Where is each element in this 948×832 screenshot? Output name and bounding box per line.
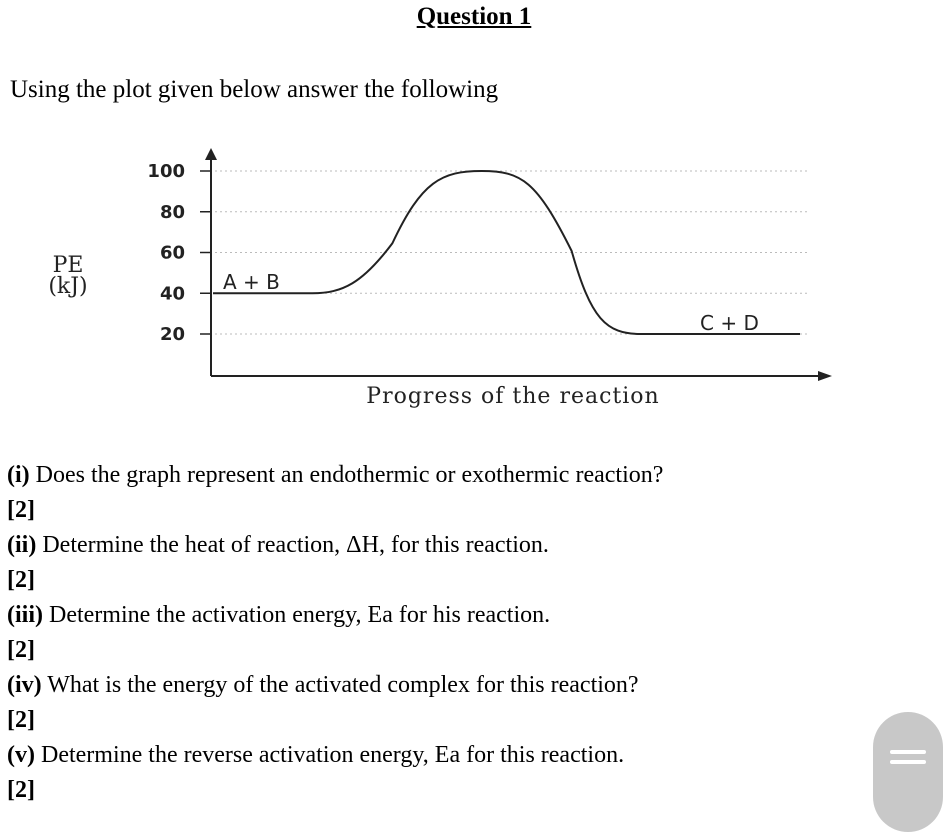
x-axis-title: Progress of the reaction bbox=[366, 384, 660, 409]
question-5-marks: [2] bbox=[7, 777, 35, 803]
y-tick-label-60: 60 bbox=[159, 242, 185, 264]
question-3-number: (iii) bbox=[7, 602, 43, 628]
question-2-marks: [2] bbox=[7, 567, 35, 593]
questions-list bbox=[7, 458, 663, 808]
handle-grip-bottom-icon bbox=[890, 760, 926, 764]
question-5-text: Determine the reverse activation energy, Ea for this reaction. bbox=[34, 742, 625, 768]
y-axis-arrow bbox=[205, 148, 217, 160]
question-1-marks: [2] bbox=[7, 497, 35, 523]
reactants-label: A + B bbox=[223, 270, 280, 294]
question-title: Question 1 bbox=[416, 3, 532, 30]
y-axis-title-pe: PE bbox=[52, 253, 84, 278]
question-1-text: Does the graph represent an endothermic or exothermic reaction? bbox=[29, 462, 664, 488]
question-5-number: (v) bbox=[7, 742, 35, 768]
question-4-number: (iv) bbox=[7, 672, 42, 698]
y-tick-label-100: 100 bbox=[147, 161, 185, 182]
y-axis-title-unit: (kJ) bbox=[48, 274, 88, 299]
scroll-handle[interactable] bbox=[873, 712, 943, 832]
y-tick-label-80: 80 bbox=[159, 201, 185, 223]
question-4-marks: [2] bbox=[7, 707, 35, 733]
question-1-number: (i) bbox=[7, 462, 30, 488]
products-label: C + D bbox=[700, 311, 759, 335]
handle-grip-top-icon bbox=[890, 750, 926, 754]
question-5 bbox=[7, 738, 663, 773]
question-3-marks: [2] bbox=[7, 637, 35, 663]
question-4 bbox=[7, 668, 663, 703]
question-4-text: What is the energy of the activated complex for this reaction? bbox=[41, 672, 639, 698]
question-3 bbox=[7, 598, 663, 633]
intro-text: Using the plot given below answer the following bbox=[10, 76, 499, 103]
y-tick-label-40: 40 bbox=[159, 283, 185, 305]
question-2-number: (ii) bbox=[7, 532, 37, 558]
question-1 bbox=[7, 458, 663, 493]
question-3-text: Determine the activation energy, Ea for his reaction. bbox=[43, 602, 551, 628]
question-2-text: Determine the heat of reaction, ΔH, for this reaction. bbox=[36, 532, 549, 558]
question-2 bbox=[7, 528, 663, 563]
x-axis-arrow bbox=[818, 371, 832, 381]
y-tick-label-20: 20 bbox=[159, 324, 185, 345]
